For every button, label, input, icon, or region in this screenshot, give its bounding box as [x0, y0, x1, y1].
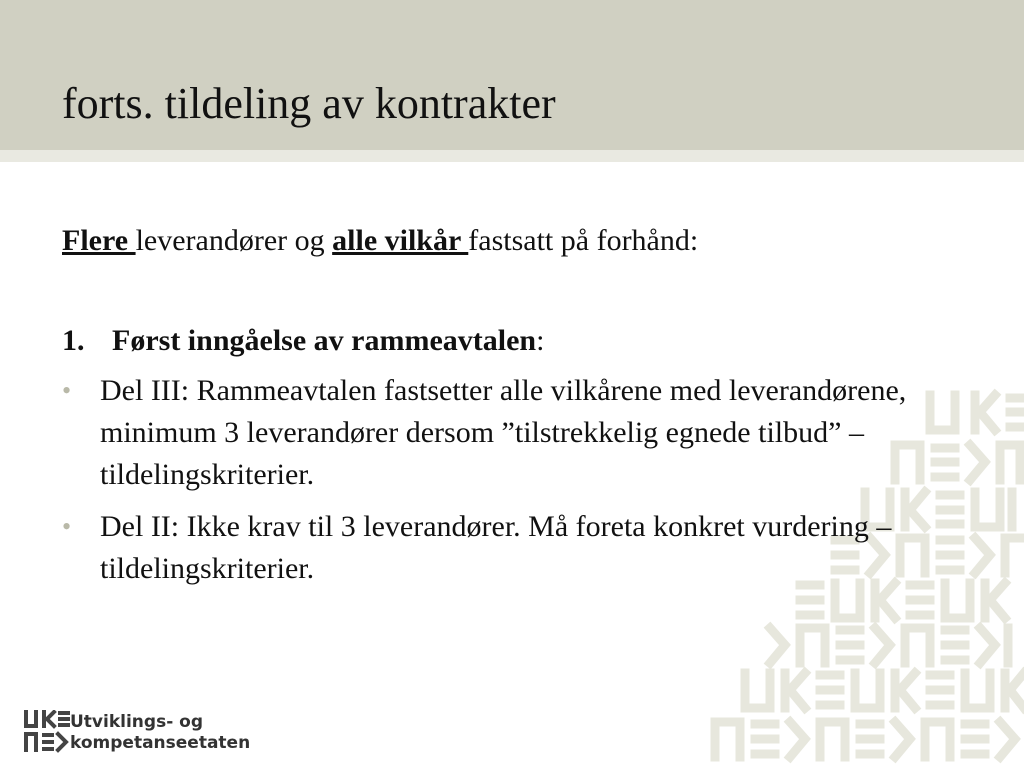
step-heading-text: Først inngåelse av rammeavtalen: [112, 324, 537, 357]
logo-line-1: Utviklings- og: [70, 712, 204, 732]
intro-emphasis-flere: Flere: [62, 224, 136, 257]
step-heading: [62, 320, 962, 362]
bullet-marker: •: [62, 376, 72, 405]
bullet-text: Del II: Ikke krav til 3 leverandører. Må foreta konkret vurdering – tildelingskriterier.: [100, 510, 892, 585]
intro-line: [62, 220, 962, 262]
step-heading-suffix: :: [536, 324, 545, 357]
intro-emphasis-vilkar: alle vilkår: [332, 224, 469, 257]
bullet-list: [62, 370, 962, 590]
list-item: [62, 506, 962, 590]
slide-body: [62, 220, 962, 600]
bullet-text: Del III: Rammeavtalen fastsetter alle vilkårene med leverandørene, minimum 3 leverandører dersom ”tilstrekkelig egnede tilbud” – tildelingskriterier.: [100, 374, 907, 491]
bullet-marker: •: [62, 512, 72, 541]
intro-text-2: fastsatt på forhånd:: [468, 224, 699, 257]
logo-line-2: kompetanseetaten: [70, 733, 251, 753]
logo-text: [70, 712, 250, 754]
intro-text-1: leverandører og: [135, 224, 333, 257]
list-item: [62, 370, 962, 496]
slide-title: forts. tildeling av kontrakter: [62, 79, 556, 128]
title-bar-strip: [0, 150, 1024, 162]
step-number: 1.: [62, 324, 85, 357]
